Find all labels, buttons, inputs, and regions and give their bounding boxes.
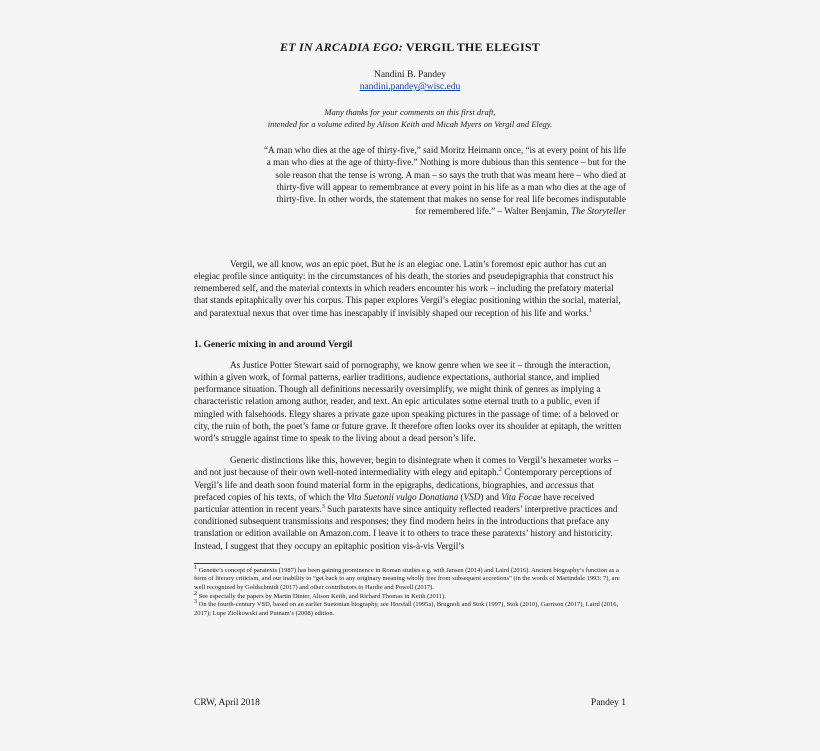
thanks-line-1: Many thanks for your comments on this first draft, xyxy=(324,107,496,117)
epigraph-line: thirty-five will appear to remembrance at every point in his life as a man who dies at the age of xyxy=(276,181,626,192)
footnote-number: 3 xyxy=(194,599,197,606)
footnote-divider xyxy=(194,563,280,564)
footnote xyxy=(194,601,626,618)
epigraph-line: thirty-five. In other words, the statement that makes no sense for real life becomes indisputable xyxy=(276,194,626,205)
text-run: an epic poet. But he xyxy=(320,258,398,269)
epigraph xyxy=(196,144,626,218)
text-run: ( xyxy=(458,491,464,502)
text-run: have received particular attention in recent years. xyxy=(194,491,595,515)
section-heading: 1. Generic mixing in and around Vergil xyxy=(194,339,353,350)
page-footer xyxy=(194,698,626,708)
footnote-number: 1 xyxy=(194,564,197,571)
text-run: an elegiac one. Latin’s foremost epic author has cut an elegiac profile since antiquity: in the circumstances of his death, the stories and pseudepigraphia that construct his remembered self, and the material contexts in which readers encounter his work – including the prefatory material that stands epitaphically over his corpus. This paper explores Vergil’s elegiac positioning within the social, material, and paratextual nexus that over time has inescapably if invisibly shaped our reception of his life and works. xyxy=(194,258,621,318)
intro-paragraph xyxy=(194,258,626,319)
epigraph-last-line: for remembered life.” – Walter Benjamin, xyxy=(415,206,572,217)
emphasis: Vita Suetonii vulgo Donatiana xyxy=(346,491,459,502)
footnote-ref[interactable]: 3 xyxy=(321,503,325,510)
footnote-ref[interactable]: 2 xyxy=(498,467,502,474)
body-paragraph: As Justice Potter Stewart said of pornography, we know genre when we see it – through the interaction, within a given work, of formal patterns, earlier traditions, audience expectations, authorial stance, and implied performance situation. Though all definitions necessarily oversimplify, we might think of genres as implying a characteristic relation among author, reader, and text. An epic articulates some eternal truth to a public, even if mingled with falsehoods. Elegy shares a private gaze upon speaking pictures in the passage of time: of a beloved or city, the ruin of both, the poet’s fame or future grave. It therefore often looks over its shoulder at epitaph, the written word’s struggle against time to speak to the living about a dead person’s life. xyxy=(194,359,622,444)
body-paragraph xyxy=(194,454,626,552)
acknowledgement-note xyxy=(194,106,626,130)
emphasis: Vita Focae xyxy=(501,491,542,502)
author-email-link[interactable]: nandini.pandey@wisc.edu xyxy=(359,82,461,92)
title-italic: ET IN ARCADIA EGO: xyxy=(280,40,403,54)
footnote-text: Genette’s concept of paratexts (1987) has been gaining prominence in Roman studies e.g. with Jansen (2014) and Laird (2016). Ancient biography’s function as a form of literary criticism, and our inability to “get back to any originary meaning wholly free from subsequent accretions” (in the words of Martindale 1993: 7), are well recognized by Goldschmidt (2017) and other contributors to Hardie and Powell (2017). xyxy=(194,566,620,592)
footnote-ref[interactable]: 1 xyxy=(588,307,592,314)
text-run: that prefaced copies of his texts, of which the xyxy=(194,479,594,502)
epigraph-source-work: The Storyteller xyxy=(571,206,626,217)
emphasis: VSD xyxy=(463,491,481,502)
emphasis: accessus xyxy=(545,479,578,490)
page-content xyxy=(194,40,626,618)
emphasis: was xyxy=(305,258,321,269)
text-run: Such paratexts have since antiquity reflected readers’ interpretive practices and conditioned subsequent transmissions and responses; they find modern heirs in the introductions that preface any translation or edition available on Amazon.com. I leave it to others to trace these paratexts’ history and historicity. Instead, I suggest that they occupy an epitaphic position vis-à-vis Vergil’s xyxy=(194,504,618,551)
title-rest: VERGIL THE ELEGIST xyxy=(402,40,540,54)
epigraph-line: a man who dies at the age of thirty-five.” Nothing is more dubious than this sentence – but for the xyxy=(266,157,626,168)
emphasis: is xyxy=(397,258,405,269)
author-name: Nandini B. Pandey xyxy=(373,70,447,80)
footer-date: CRW, April 2018 xyxy=(194,698,260,708)
text-run: Contemporary perceptions of Vergil’s life and death soon found material form in the epigraphs, dedications, biographies, and xyxy=(194,467,612,490)
epigraph-attribution xyxy=(196,205,626,217)
paper-title xyxy=(194,40,626,55)
epigraph-line: “A man who dies at the age of thirty-five,” said Moritz Heimann once, “is at every point of his life xyxy=(263,145,626,155)
footnote-number: 2 xyxy=(194,590,197,597)
footnote xyxy=(194,590,626,602)
footnote xyxy=(194,564,626,593)
text-run: ) and xyxy=(480,491,502,502)
epigraph-line: sole reason that the tense is wrong. A man – so says the truth that was meant here – who died at xyxy=(275,169,626,180)
page-number: Pandey 1 xyxy=(590,698,626,708)
text-run: Generic distinctions like this, however, begin to disintegrate when it comes to Vergil’s hexameter works – and not just because of their own well-noted intermediality with elegy and epitaph. xyxy=(194,455,619,478)
thanks-line-2: intended for a volume edited by Alison Keith and Micah Myers on Vergil and Elegy. xyxy=(267,119,553,129)
footnote-text: On the fourth-century VSD, based on an earlier Suetonian biography, see Horsfall (1995a), Brugnoli and Stok (1997), Stok (2010), Garrison (2017), Laird (2016, 2017); Lupe Ziolkowski and Putnam’s (2008) edition. xyxy=(194,601,619,617)
text-run: Vergil, we all know, xyxy=(230,258,306,269)
footnote-text: See especially the papers by Martin Dinter, Alison Keith, and Richard Thomas in Keith (2011). xyxy=(197,592,446,600)
